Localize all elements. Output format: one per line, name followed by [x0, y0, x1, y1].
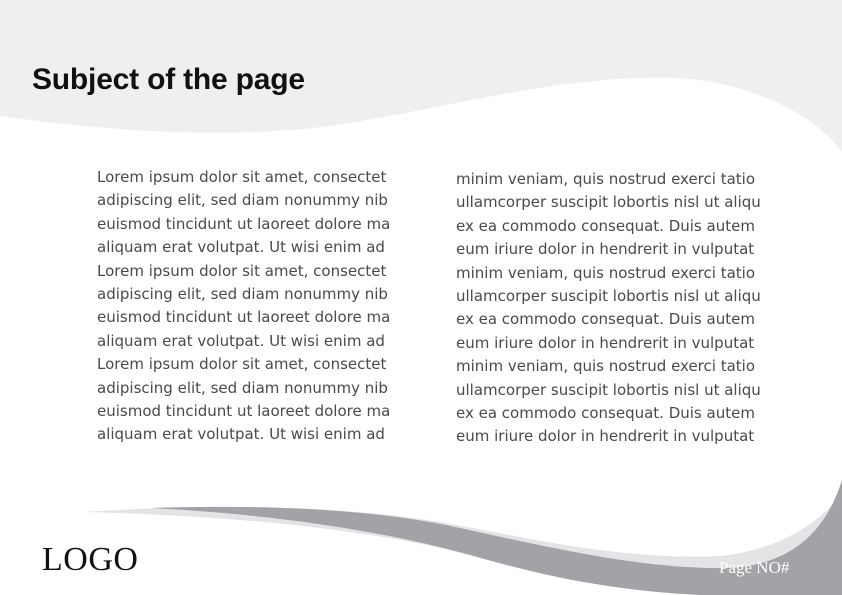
text-line: euismod tincidunt ut laoreet dolore ma: [97, 308, 391, 327]
text-line: minim veniam, quis nostrud exerci tatio: [456, 263, 756, 282]
text-line: ex ea commodo consequat. Duis autem: [456, 216, 755, 235]
text-line: aliquam erat volutpat. Ut wisi enim ad: [97, 425, 385, 444]
text-line: Lorem ipsum dolor sit amet, consectet: [97, 355, 387, 374]
text-line: adipiscing elit, sed diam nonummy nib: [97, 285, 388, 304]
text-line: eum iriure dolor in hendrerit in vulputat: [456, 240, 755, 259]
text-line: Lorem ipsum dolor sit amet, consectet: [97, 261, 387, 280]
text-line: adipiscing elit, sed diam nonummy nib: [97, 378, 388, 397]
text-line: eum iriure dolor in hendrerit in vulputat: [456, 427, 755, 446]
text-line: eum iriure dolor in hendrerit in vulputat: [456, 333, 755, 352]
left-text-column: [97, 166, 390, 447]
text-line: ullamcorper suscipit lobortis nisl ut aliqu: [456, 380, 761, 399]
paragraph: [456, 168, 761, 262]
text-line: ullamcorper suscipit lobortis nisl ut aliqu: [456, 287, 761, 306]
text-line: minim veniam, quis nostrud exerci tatio: [456, 170, 756, 188]
text-line: aliquam erat volutpat. Ut wisi enim ad: [97, 238, 385, 257]
text-line: ex ea commodo consequat. Duis autem: [456, 310, 755, 329]
text-line: ullamcorper suscipit lobortis nisl ut aliqu: [456, 193, 761, 212]
page-title: Subject of the page: [32, 63, 305, 96]
right-text-column: [456, 168, 761, 449]
page-number: Page NO#: [719, 558, 790, 577]
text-line: euismod tincidunt ut laoreet dolore ma: [97, 402, 391, 421]
paragraph: [456, 262, 761, 356]
text-line: aliquam erat volutpat. Ut wisi enim ad: [97, 331, 385, 350]
text-line: Lorem ipsum dolor sit amet, consectet: [97, 168, 387, 186]
text-line: euismod tincidunt ut laoreet dolore ma: [97, 214, 391, 233]
paragraph: [97, 260, 390, 354]
logo: LOGO: [42, 541, 139, 578]
text-line: minim veniam, quis nostrud exerci tatio: [456, 357, 756, 376]
text-line: adipiscing elit, sed diam nonummy nib: [97, 191, 388, 210]
text-line: ex ea commodo consequat. Duis autem: [456, 404, 755, 423]
paragraph: [97, 166, 390, 260]
paragraph: [456, 355, 761, 449]
paragraph: [97, 353, 390, 447]
